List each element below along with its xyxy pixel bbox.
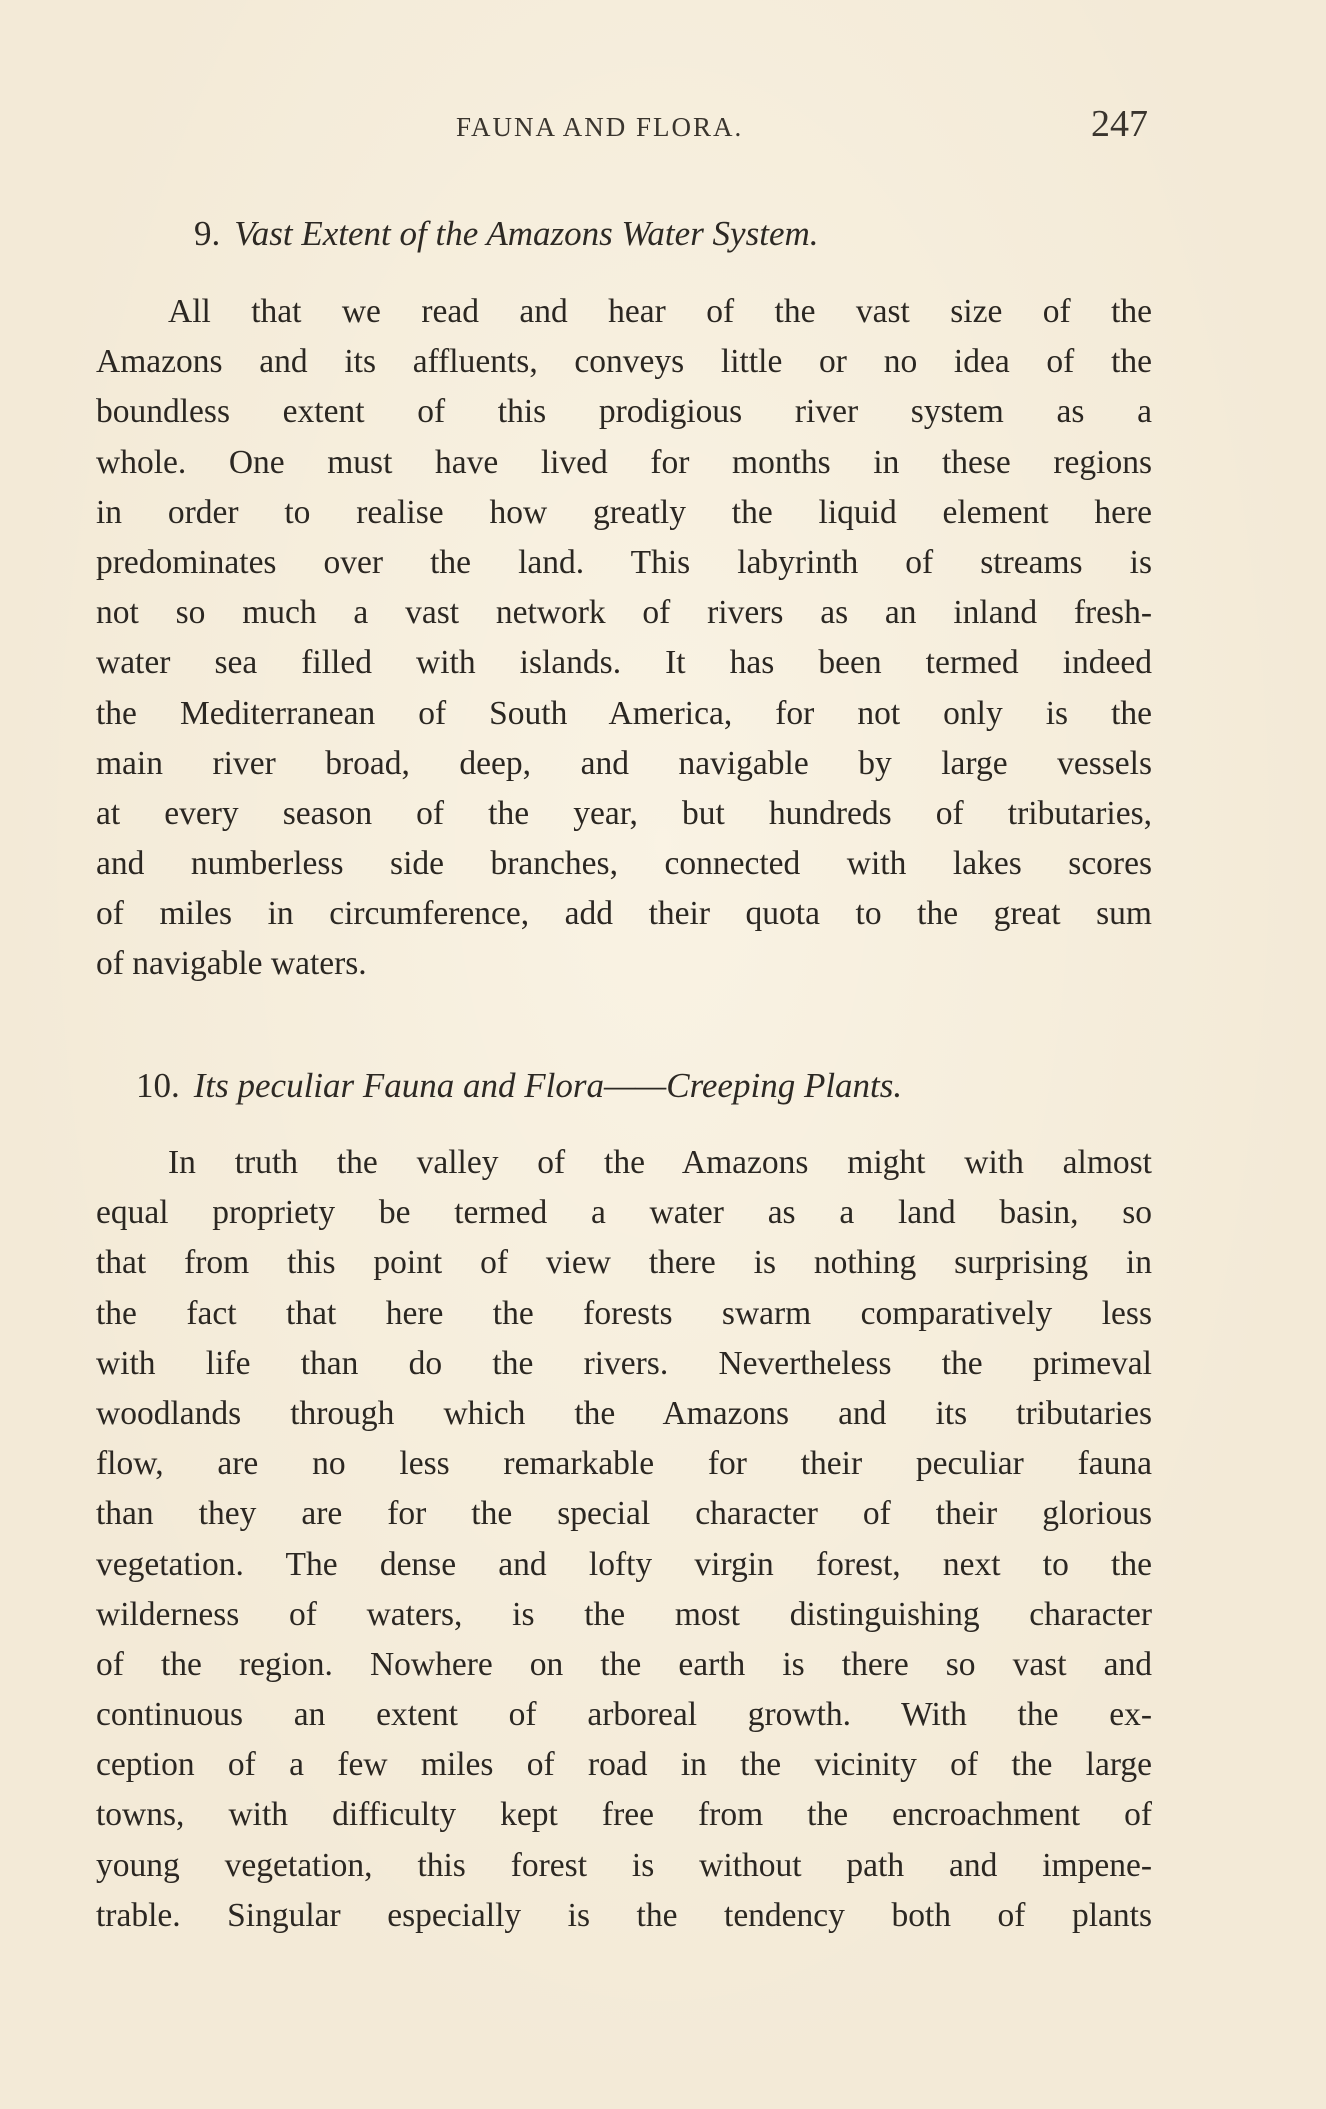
text-line: trable. Singular especially is the tendency both of plants [96, 1896, 1152, 1934]
text-line: predominates over the land. This labyrinth of streams is [96, 543, 1152, 581]
text-line: flow, are no less remarkable for their peculiar fauna [96, 1445, 1152, 1483]
text-line: of navigable waters. [96, 945, 367, 983]
section-title: Its peculiar Fauna and Flora——Creeping Plants. [193, 1066, 903, 1105]
page-number: 247 [1091, 103, 1148, 145]
section-9-paragraph [96, 287, 1152, 990]
text-line: boundless extent of this prodigious river system as a [96, 393, 1152, 431]
text-line: equal propriety be termed a water as a land basin, so [96, 1194, 1152, 1232]
text-line: the fact that here the forests swarm comparatively less [96, 1294, 1152, 1332]
text-line: In truth the valley of the Amazons might with almost [168, 1144, 1152, 1181]
running-head: FAUNA AND FLORA. [456, 112, 744, 142]
section-heading-10 [136, 1066, 1188, 1106]
text-line: wilderness of waters, is the most distinguishing character [96, 1595, 1152, 1633]
text-line: All that we read and hear of the vast size of the [168, 293, 1152, 330]
text-line: than they are for the special character of their glorious [96, 1495, 1152, 1533]
text-line: of miles in circumference, add their quota to the great sum [96, 895, 1152, 933]
text-line: in order to realise how greatly the liquid element here [96, 493, 1152, 531]
text-line: and numberless side branches, connected with lakes scores [96, 845, 1152, 883]
section-number: 10. [136, 1066, 180, 1105]
text-line: vegetation. The dense and lofty virgin forest, next to the [96, 1545, 1152, 1583]
text-line: Amazons and its affluents, conveys little or no idea of the [96, 343, 1152, 381]
text-line: the Mediterranean of South America, for not only is the [96, 694, 1152, 732]
text-line: at every season of the year, but hundreds of tributaries, [96, 794, 1152, 832]
text-line: that from this point of view there is nothing surprising in [96, 1244, 1152, 1282]
section-number: 9. [194, 214, 221, 253]
text-line: with life than do the rivers. Nevertheless the primeval [96, 1344, 1152, 1382]
text-line: young vegetation, this forest is without path and impene- [96, 1846, 1152, 1884]
text-line: woodlands through which the Amazons and its tributaries [96, 1394, 1152, 1432]
text-line: towns, with difficulty kept free from the encroachment of [96, 1796, 1152, 1834]
section-title: Vast Extent of the Amazons Water System. [234, 214, 819, 253]
text-line: continuous an extent of arboreal growth. With the ex- [96, 1696, 1152, 1734]
section-10-paragraph [96, 1138, 1152, 1941]
text-line: of the region. Nowhere on the earth is there so vast and [96, 1645, 1152, 1683]
page-header [96, 102, 1148, 152]
text-line: main river broad, deep, and navigable by large vessels [96, 744, 1152, 782]
text-line: ception of a few miles of road in the vicinity of the large [96, 1746, 1152, 1784]
text-line: not so much a vast network of rivers as an inland fresh- [96, 594, 1152, 632]
text-line: water sea filled with islands. It has been termed indeed [96, 644, 1152, 682]
section-heading-9 [194, 214, 1246, 254]
text-line: whole. One must have lived for months in these regions [96, 443, 1152, 481]
